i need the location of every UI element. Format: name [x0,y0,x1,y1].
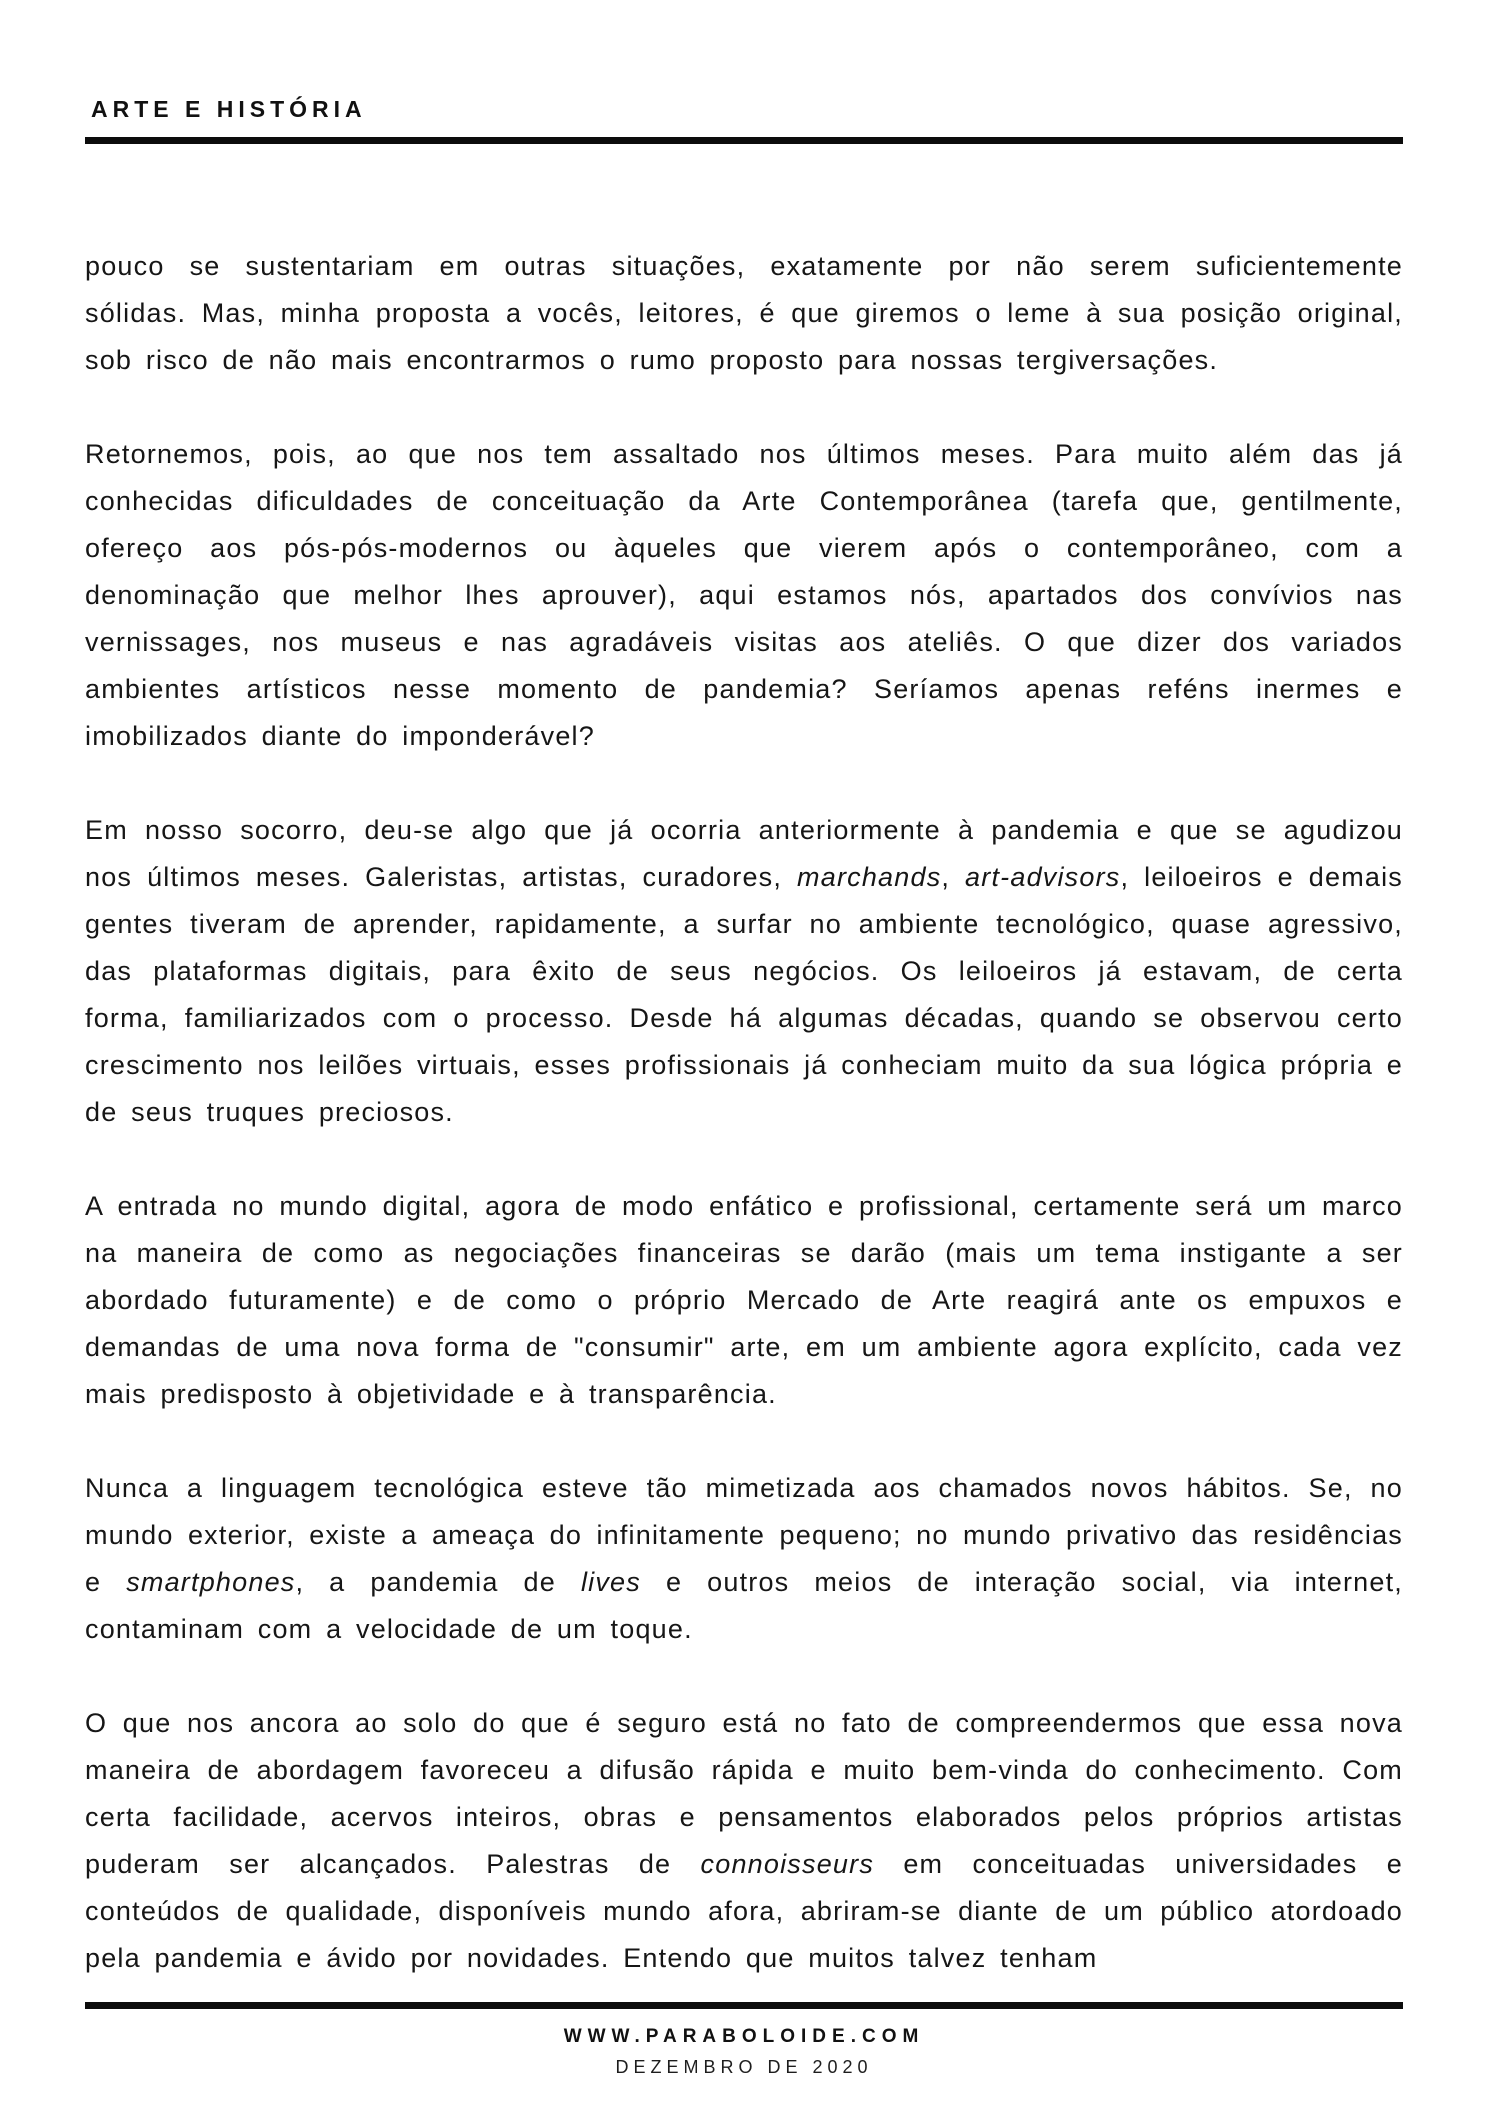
italic-text-run: lives [580,1567,641,1597]
text-run: , a pandemia de [295,1567,581,1597]
paragraph [85,431,1403,760]
italic-text-run: marchands [797,862,942,892]
italic-text-run: art-advisors [965,862,1121,892]
paragraph [85,243,1403,384]
text-run: pouco se sustentariam em outras situações, exatamente por não serem suficientemente sólidas. Mas, minha proposta a vocês, leitores, é que giremos o leme à sua posição original, sob risco de não mais encontrarmos o rumo proposto para nossas tergiversações. [85,251,1403,375]
footer-date: DEZEMBRO DE 2020 [615,2057,873,2077]
header-rule [85,137,1403,144]
footer-rule [85,2002,1403,2009]
paragraph [85,1465,1403,1653]
page-footer [85,2002,1403,2078]
page-header [85,96,1403,144]
text-run: Nunca a linguagem tecnológica esteve tão mimetizada aos chamados novos hábitos. Se, no mundo exterior, existe a ameaça do infinitamente pequeno; no mundo privativo das residências e [85,1473,1403,1597]
paragraph [85,1700,1403,1982]
italic-text-run: connoisseurs [700,1849,875,1879]
paragraph [85,1183,1403,1418]
text-run: Em nosso socorro, deu-se algo que já ocorria anteriormente à pandemia e que se agudizou nos últimos meses. Galeristas, artistas, curadores, [85,815,1403,892]
text-run: em conceituadas universidades e conteúdos de qualidade, disponíveis mundo afora, abriram-se diante de um público atordoado pela pandemia e ávido por novidades. Entendo que muitos talvez tenham [85,1849,1403,1973]
section-title: ARTE E HISTÓRIA [91,96,367,122]
italic-text-run: smartphones [126,1567,296,1597]
text-run: e outros meios de interação social, via internet, contaminam com a velocidade de um toque. [85,1567,1403,1644]
text-run: O que nos ancora ao solo do que é seguro está no fato de compreendermos que essa nova maneira de abordagem favoreceu a difusão rápida e muito bem-vinda do conhecimento. Com certa facilidade, acervos inteiros, obras e pensamentos elaborados pelos próprios artistas puderam ser alcançados. Palestras de [85,1708,1403,1879]
text-run: , [941,862,966,892]
footer-website: WWW.PARABOLOIDE.COM [563,2026,925,2047]
text-run: , leiloeiros e demais gentes tiveram de aprender, rapidamente, a surfar no ambiente tecnológico, quase agressivo, das plataformas digitais, para êxito de seus negócios. Os leiloeiros já estavam, de certa forma, familiarizados com o processo. Desde há algumas décadas, quando se observou certo crescimento nos leilões virtuais, esses profissionais já conheciam muito da sua lógica própria e de seus truques preciosos. [85,862,1404,1127]
text-run: A entrada no mundo digital, agora de modo enfático e profissional, certamente será um marco na maneira de como as negociações financeiras se darão (mais um tema instigante a ser abordado futuramente) e de como o próprio Mercado de Arte reagirá ante os empuxos e demandas de uma nova forma de "consumir" arte, em um ambiente agora explícito, cada vez mais predisposto à objetividade e à transparência. [85,1191,1403,1409]
article-body [85,243,1403,1982]
text-run: Retornemos, pois, ao que nos tem assaltado nos últimos meses. Para muito além das já conhecidas dificuldades de conceituação da Arte Contemporânea (tarefa que, gentilmente, ofereço aos pós-pós-modernos ou àqueles que vierem após o contemporâneo, com a denominação que melhor lhes aprouver), aqui estamos nós, apartados dos convívios nas vernissages, nos museus e nas agradáveis visitas aos ateliês. O que dizer dos variados ambientes artísticos nesse momento de pandemia? Seríamos apenas reféns inermes e imobilizados diante do imponderável? [85,439,1403,751]
paragraph [85,807,1403,1136]
